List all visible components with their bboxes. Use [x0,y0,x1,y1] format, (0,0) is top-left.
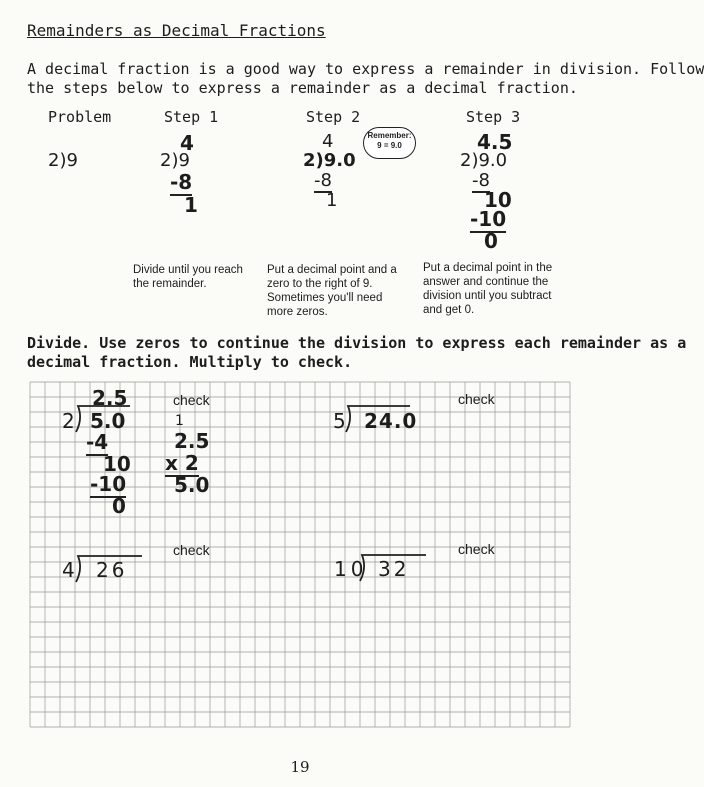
step3-quotient: 4.5 [477,130,513,154]
step3-heading: Step 3 [466,108,521,126]
step1-quotient: 4 [180,131,194,155]
intro-line-2: the steps below to express a remainder as a decimal fraction. [27,79,578,97]
step3-bring-down: 10 [484,188,512,212]
step3-subtract-2: -10 [470,207,507,231]
step1-description: Divide until you reach the remainder. [133,264,243,290]
p3-check-label: check [173,542,210,558]
p3-divisor: 4 [62,558,75,582]
page-title: Remainders as Decimal Fractions [27,21,326,40]
step2-heading: Step 2 [306,108,361,126]
p1-quotient: 2.5 [92,386,128,410]
bubble-line-2: 9 = 9.0 [377,141,402,150]
p2-dividend: 24.0 [364,409,418,433]
divide-instructions [27,334,686,372]
p1-work-bring: 10 [103,452,131,476]
p1-divisor: 2 [62,409,75,433]
p1-work-sub-1: -4 [86,430,109,454]
intro-line-1: A decimal fraction is a good way to express a remainder in division. Follow [27,60,704,78]
bubble-line-1: Remember: [367,131,412,140]
p4-dividend: 32 [378,557,410,581]
step3-subtract-1: -8 [472,170,490,191]
p1-check-carry: 1 [175,413,184,429]
p1-check-multiplier: x 2 [165,451,199,475]
p1-work-rem: 0 [112,494,126,518]
step1-heading: Step 1 [164,108,219,126]
p1-work-sub-2: -10 [90,472,127,496]
step2-remainder: 1 [326,190,338,211]
p3-dividend: 26 [96,558,128,582]
reminder-bubble [363,127,416,159]
step3-dividend: 2)9.0 [460,150,508,171]
instructions-line-1: Divide. Use zeros to continue the division to express each remainder as a [27,334,687,352]
step3-description: Put a decimal point in the answer and continue the division until you subtract and get 0. [423,262,553,316]
p1-dividend: 5.0 [90,409,126,433]
p1-check-result: 5.0 [174,473,210,497]
problem-heading: Problem [48,108,112,126]
p2-check-label: check [458,391,495,407]
p4-check-label: check [458,541,495,557]
step1-remainder: 1 [184,193,198,217]
step1-dividend: 2)9 [160,150,190,171]
step2-subtract: -8 [314,170,332,191]
p2-divisor: 5 [333,409,346,433]
problem-work: 2)9 [48,150,78,171]
p4-divisor: 10 [334,557,368,581]
p1-check-top: 2.5 [174,429,210,453]
intro-text [27,60,704,98]
step1-subtract: -8 [170,170,193,194]
p1-check-label: check [173,392,210,408]
page-number: 19 [290,758,310,776]
step2-description: Put a decimal point and a zero to the right of 9. Sometimes you'll need more zeros. [267,264,397,318]
instructions-line-2: decimal fraction. Multiply to check. [27,353,353,371]
step2-dividend: 2)9.0 [303,150,356,171]
step3-remainder: 0 [484,229,498,253]
step2-quotient: 4 [322,131,334,152]
